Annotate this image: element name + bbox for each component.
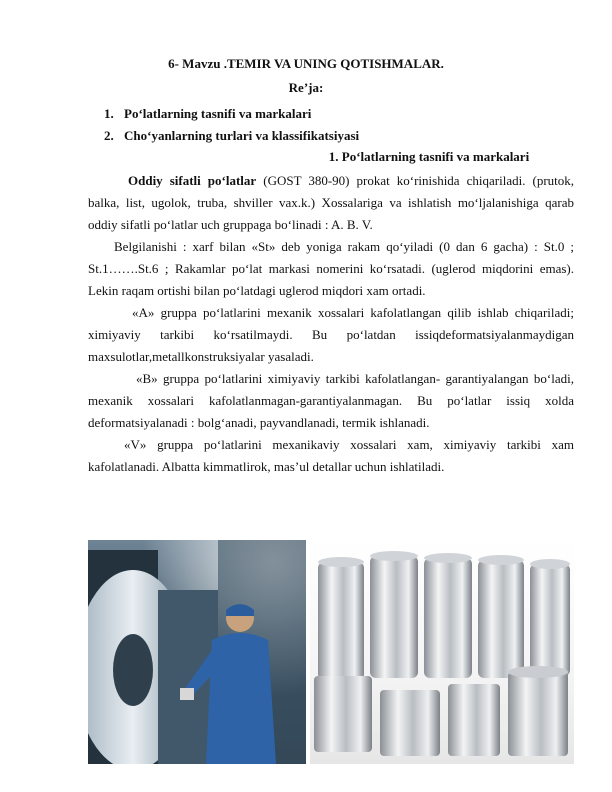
document-title: 6- Mavzu .TEMIR VA UNING QOTISHMALAR. xyxy=(168,56,444,71)
plan-list xyxy=(104,103,584,147)
plan-item-text: Cho‘yanlarning turlari va klassifikatsiyasi xyxy=(124,128,360,143)
metal-cans-photo xyxy=(310,540,574,764)
paragraph-2: Belgilanishi : xarf bilan «St» deb yoniga rakam qo‘yiladi (0 dan 6 gacha) : St.0 ; St.1…….St.6 ; Rakamlar po‘lat markasi nomerini ko‘rsatadi. (uglerod miqdorini emas). Lekin raqam ortishi bilan po‘latdagi uglerod miqdori xam ortadi. xyxy=(88,239,574,298)
plan-item-number: 2. xyxy=(104,128,114,143)
plan-heading: Re’ja: xyxy=(288,80,324,95)
paragraph-3: «A» gruppa po‘latlarini mexanik xossalari kafolatlangan qilib ishlab chiqariladi; ximiyaviy tarkibi ko‘rsatilmaydi. Bu po‘latdan issiqdeformatsiyalanmaydigan maxsulotlar,metallkonstruksiyalar yasaladi. xyxy=(88,305,574,364)
paragraph-5: «V» gruppa po‘latlarini mexanikaviy xossalari xam, ximiyaviy tarkibi xam kafolatlanadi. Albatta kimmatlirok, mas’ul detallar uchun ishlatiladi. xyxy=(88,437,574,474)
plan-item xyxy=(104,103,584,125)
plan-item-text: Po‘latlarning tasnifi va markalari xyxy=(124,106,312,121)
section-heading: 1. Po‘latlarning tasnifi va markalari xyxy=(328,149,530,164)
body-text xyxy=(88,170,574,478)
plan-item-number: 1. xyxy=(104,106,114,121)
plan-item xyxy=(104,125,584,147)
paragraph-4: «B» gruppa po‘latlarini ximiyaviy tarkibi kafolatlangan- garantiyalangan bo‘ladi, mexanik xossalari kafolatlanmagan-garantiyalanmagan. Bu po‘latlar issiq xolda deformatsiyalanadi : bolg‘anadi, payvandlanadi, termik ishlanadi. xyxy=(88,371,574,430)
worker-steel-coil-photo xyxy=(88,540,306,764)
section-heading-wrap xyxy=(0,149,612,165)
photo-strip xyxy=(88,540,574,764)
paragraph-1 xyxy=(88,170,574,236)
paragraph-1-bold: Oddiy sifatli po‘latlar xyxy=(128,173,257,188)
paragraph-1-rest: (GOST 380-90) prokat ko‘rinishida chiqariladi. (prutok, balka, list, ugolok, truba, shviller vax.k.) Xossalariga va ishlatish mo‘ljalanishiga qarab oddiy sifatli po‘latlar uch gruppaga bo‘linadi : A. B. V. xyxy=(88,173,575,232)
